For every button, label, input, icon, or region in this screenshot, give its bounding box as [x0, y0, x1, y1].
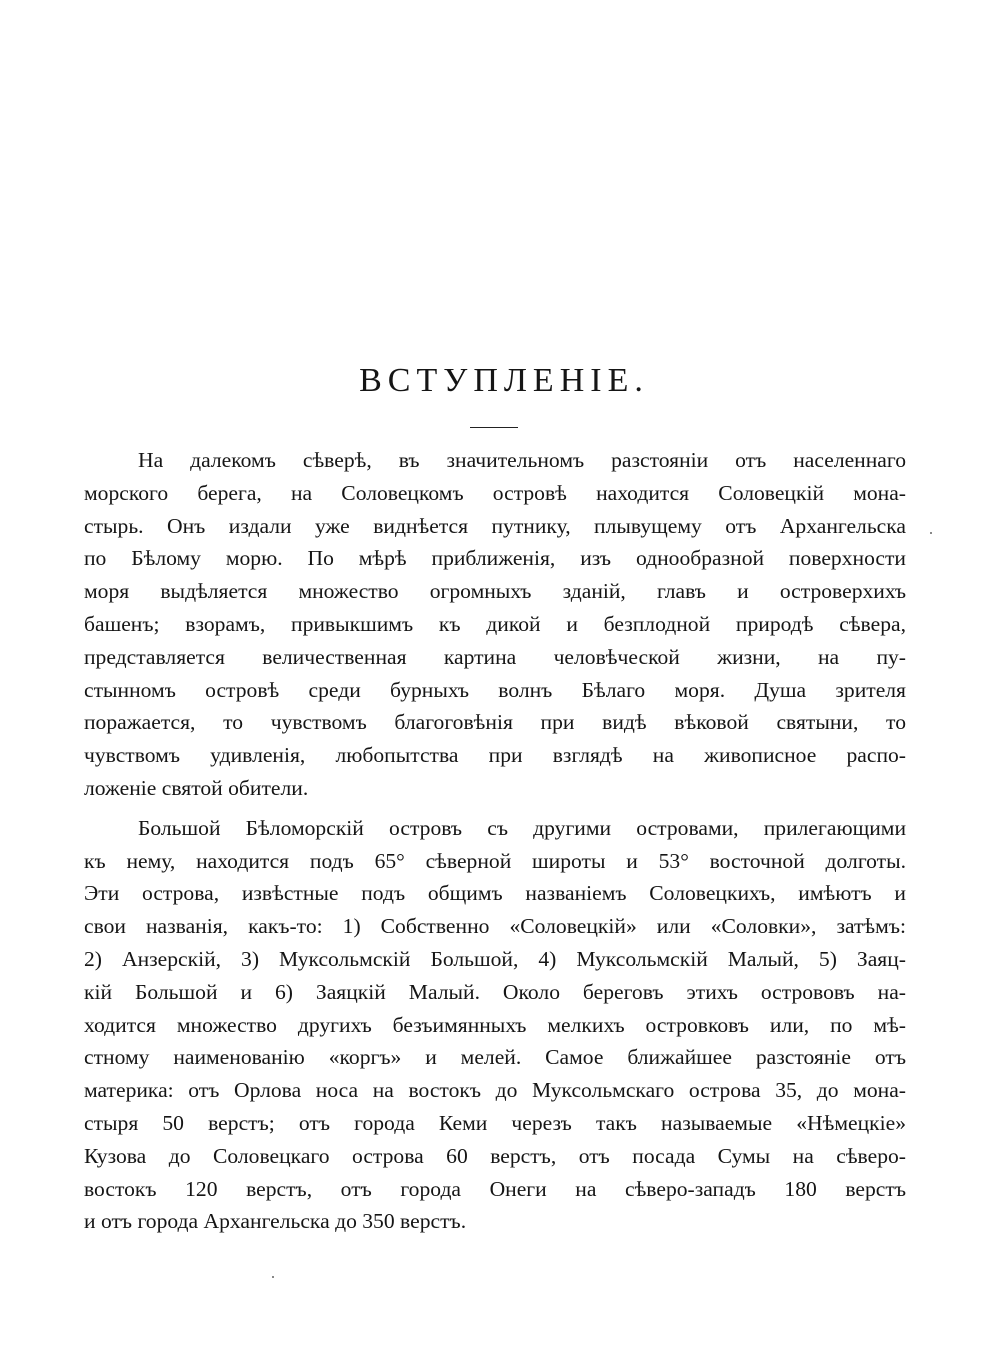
text-line: чувствомъ удивленія, любопытства при взглядѣ на живописное распо-: [84, 743, 906, 768]
text-line: и отъ города Архангельска до 350 верстъ.: [84, 1209, 467, 1234]
text-line: 2) Анзерскій, 3) Муксольмскій Большой, 4) Муксольмскій Малый, 5) Заяц-: [84, 946, 906, 971]
body-text: [84, 444, 906, 1238]
text-line: стыря 50 верстъ; отъ города Кеми черезъ такъ называемые «Нѣмецкіе»: [84, 1110, 906, 1135]
text-line: поражается, то чувствомъ благоговѣнія при видѣ вѣковой святыни, то: [84, 710, 906, 735]
scan-speck: [272, 1276, 274, 1278]
text-line: морского берега, на Соловецкомъ островѣ находится Соловецкій мона-: [84, 480, 906, 505]
chapter-title: ВСТУПЛЕНІЕ.: [359, 362, 649, 399]
text-line: ложеніе святой обители.: [84, 775, 309, 800]
text-line: къ нему, находится подъ 65° сѣверной широты и 53° восточной долготы.: [84, 848, 906, 873]
scan-speck: [930, 532, 932, 534]
paragraph-1: [84, 444, 906, 805]
text-line: материка: отъ Орлова носа на востокъ до Муксольмскаго острова 35, до мона-: [84, 1078, 906, 1103]
text-line: На далекомъ сѣверѣ, въ значительномъ разстояніи отъ населеннаго: [138, 448, 906, 472]
paragraph-2: [84, 812, 906, 1238]
text-line: представляется величественная картина человѣческой жизни, на пу-: [84, 644, 906, 669]
paragraph-gap: [84, 805, 906, 812]
text-line: ходится множество другихъ безъимянныхъ мелкихъ островковъ или, по мѣ-: [84, 1012, 906, 1037]
text-line: стному наименованію «коргъ» и мелей. Самое ближайшее разстояніе отъ: [84, 1045, 906, 1070]
text-line: Эти острова, извѣстные подъ общимъ названіемъ Соловецкихъ, имѣютъ и: [84, 881, 906, 906]
text-line: свои названія, какъ-то: 1) Собственно «Соловецкій» или «Соловки», затѣмъ:: [84, 914, 906, 939]
text-line: по Бѣлому морю. По мѣрѣ приближенія, изъ однообразной поверхности: [84, 546, 906, 571]
title-divider: [470, 427, 518, 428]
text-line: моря выдѣляется множество огромныхъ зданій, главъ и островерхихъ: [84, 579, 906, 604]
text-line: стырь. Онъ издали уже виднѣется путнику, плывущему отъ Архангельска: [84, 513, 906, 538]
text-line: Большой Бѣломорскій островъ съ другими островами, прилегающими: [138, 815, 906, 840]
text-line: стынномъ островѣ среди бурныхъ волнъ Бѣлаго моря. Душа зрителя: [84, 677, 906, 702]
text-line: башенъ; взорамъ, привыкшимъ къ дикой и безплодной природѣ сѣвера,: [84, 611, 906, 636]
text-line: кій Большой и 6) Заяцкій Малый. Около береговъ этихъ острововъ на-: [84, 979, 906, 1004]
text-line: востокъ 120 верстъ, отъ города Онеги на сѣверо-западъ 180 верстъ: [84, 1176, 906, 1201]
text-line: Кузова до Соловецкаго острова 60 верстъ, отъ посада Сумы на сѣверо-: [84, 1143, 906, 1168]
